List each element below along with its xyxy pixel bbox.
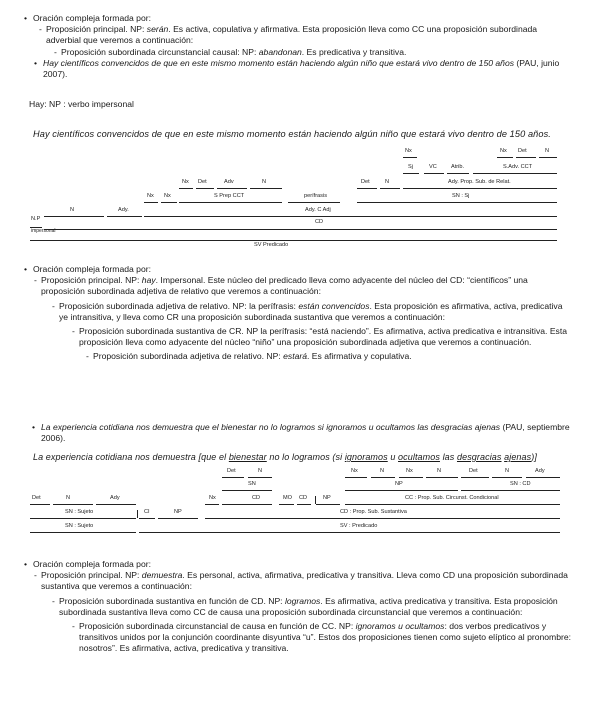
d2-n3b: N <box>505 468 510 474</box>
section-4-sub-circunstancial: - Proposición subordinada circunstancial de causa en función de CC. NP: ignoramos u ocultamos: dos verbos predicativos y transitivos unidos por la conjunción coordinante disyuntiva “u”. Estos dos proposiciones tienen como sujeto elíptico al pronombre: nosotros”. Es afirmativa, activa, predicativa y transitiva. <box>79 621 573 655</box>
d1-n2: N <box>262 179 267 185</box>
d1-sadvcct: S.Adv. CCT <box>503 164 533 170</box>
section-1-principal: - Proposición principal. NP: serán. Es activa, copulativa y afirmativa. Esta proposición lleva como CC una proposición subordinada adverbial que veremos a continuación: <box>46 24 573 46</box>
d2-ci: CI <box>144 509 150 515</box>
d1-nx4: Nx <box>147 193 154 199</box>
d2-np3: NP <box>174 509 182 515</box>
d1-vc: VC <box>429 164 437 170</box>
d2-ccprop: CC : Prop. Sub. Circunst. Condicional <box>405 495 499 501</box>
d2-cdprop: CD : Prop. Sub. Sustantiva <box>340 509 407 515</box>
d1-cd: CD <box>315 219 324 225</box>
d2-sn1: SN <box>248 481 256 487</box>
hay-note: Hay: NP : verbo impersonal <box>29 99 134 109</box>
d1-atrib: Atrib. <box>451 164 465 170</box>
d2-snsujeto1: SN : Sujeto <box>65 509 94 515</box>
d1-n4: N <box>70 207 75 213</box>
diagram-2-sentence: La experiencia cotidiana nos demuestra [que el bienestar no lo logramos (si ignoramos u ocultamos las desgracias ajenas)] <box>33 452 537 462</box>
d1-nx1: Nx <box>405 148 412 154</box>
d1-sj: Sj <box>408 164 413 170</box>
d2-n1: N <box>258 468 263 474</box>
section-2 <box>33 264 573 362</box>
d1-n1: N <box>545 148 550 154</box>
d1-adycadj: Ady. C Adj <box>305 207 331 213</box>
section-1-heading: • Oración compleja formada por: <box>33 13 573 24</box>
d1-snsj: SN : Sj <box>452 193 470 199</box>
section-4-heading: • Oración compleja formada por: <box>33 559 573 570</box>
d2-mo: MO <box>283 495 293 501</box>
d1-sprepcct: S Prep CCT <box>214 193 245 199</box>
d2-np2: NP <box>323 495 331 501</box>
d1-svpredicado: SV Predicado <box>254 242 289 248</box>
d2-np1: NP <box>395 481 403 487</box>
d1-impersonal: impersonal <box>31 228 56 234</box>
d1-n3: N <box>385 179 390 185</box>
d2-n4: N <box>66 495 71 501</box>
section-2-sub-cr: - Proposición subordinada sustantiva de CR. NP la perífrasis: “está naciendo”. Es afirmativa, activa predicativa e intransitiva. Esta proposición lleva como adyacente del núcleo “niño” una proposición subordinada adjetiva que veremos a continuación. <box>79 326 573 348</box>
d1-nx2: Nx <box>500 148 507 154</box>
d2-svpred: SV : Predicado <box>340 523 378 529</box>
section-4 <box>33 559 573 654</box>
d1-nx5: Nx <box>164 193 171 199</box>
section-3-example: • La experiencia cotidiana nos demuestra que el bienestar no lo logramos si ignoramos u ocultamos las desgracias ajenas (PAU, septiembre 2006). <box>41 422 571 444</box>
d2-cd: CD <box>252 495 261 501</box>
d2-ady2: Ady <box>110 495 120 501</box>
d2-snsujeto2: SN : Sujeto <box>65 523 94 529</box>
d1-nx3: Nx <box>182 179 189 185</box>
d1-adv1: Adv <box>224 179 234 185</box>
section-2-sub-relativo: - Proposición subordinada adjetiva de relativo. NP: la perífrasis: están convencidos. Esta proposición es afirmativa, activa, predicativa ye intransitiva, y lleva como CR una proposición subordinada sustantiva que veremos a continuación: <box>59 301 573 323</box>
d1-perifrasis: perífrasis <box>304 193 328 199</box>
d2-det3: Det <box>32 495 41 501</box>
d2-n2: N <box>380 468 385 474</box>
section-2-principal: - Proposición principal. NP: hay. Impersonal. Este núcleo del predicado lleva como adyacente del núcleo del CD: “científicos” una proposición subordinada adjetiva de relativo que veremos a continuación: <box>41 275 573 297</box>
d2-nx2: Nx <box>406 468 413 474</box>
d1-det3: Det <box>361 179 370 185</box>
section-2-sub-relativo-2: - Proposición subordinada adjetiva de relativo. NP: estará. Es afirmativa y copulativa. <box>93 351 573 362</box>
d1-ady1: Ady. <box>118 207 129 213</box>
section-2-heading: • Oración compleja formada por: <box>33 264 573 275</box>
d2-n3: N <box>437 468 442 474</box>
section-4-sub-sustantiva: - Proposición subordinada sustantiva en función de CD. NP: logramos. Es afirmativa, activa predicativa y transitiva. Esta proposición subordinada sustantiva lleva como CC de causa una proposición subordinada circunstancial que veremos a continuación: <box>59 596 573 618</box>
section-1-example: • Hay científicos convencidos de que en este mismo momento están haciendo algún niño que estará vivo dentro de 150 años (PAU, junio 2007). <box>43 58 573 80</box>
section-1 <box>33 13 573 80</box>
d2-ady1: Ady <box>535 468 545 474</box>
section-1-subordinada: - Proposición subordinada circunstancial causal: NP: abandonan. Es predicativa y transitiva. <box>61 47 573 58</box>
d1-det1: Det <box>518 148 527 154</box>
diagram-1-sentence: Hay científicos convencidos de que en este mismo momento están haciendo algún niño que estará vivo dentro de 150 años. <box>33 129 551 139</box>
d1-det2: Det <box>198 179 207 185</box>
d2-nx3: Nx <box>209 495 216 501</box>
d2-cd2: CD <box>299 495 308 501</box>
section-4-principal: - Proposición principal. NP: demuestra. Es personal, activa, afirmativa, predicativa y transitiva. Lleva como CD una proposición subordinada sustantiva que veremos a continuación: <box>41 570 573 592</box>
d2-det2: Det <box>469 468 478 474</box>
d1-np: N.P <box>31 216 41 222</box>
d2-det1: Det <box>227 468 236 474</box>
d1-adyprop: Ady. Prop. Sub. de Relat. <box>448 179 511 185</box>
d2-nx1: Nx <box>351 468 358 474</box>
d2-sncd: SN : CD <box>510 481 531 487</box>
